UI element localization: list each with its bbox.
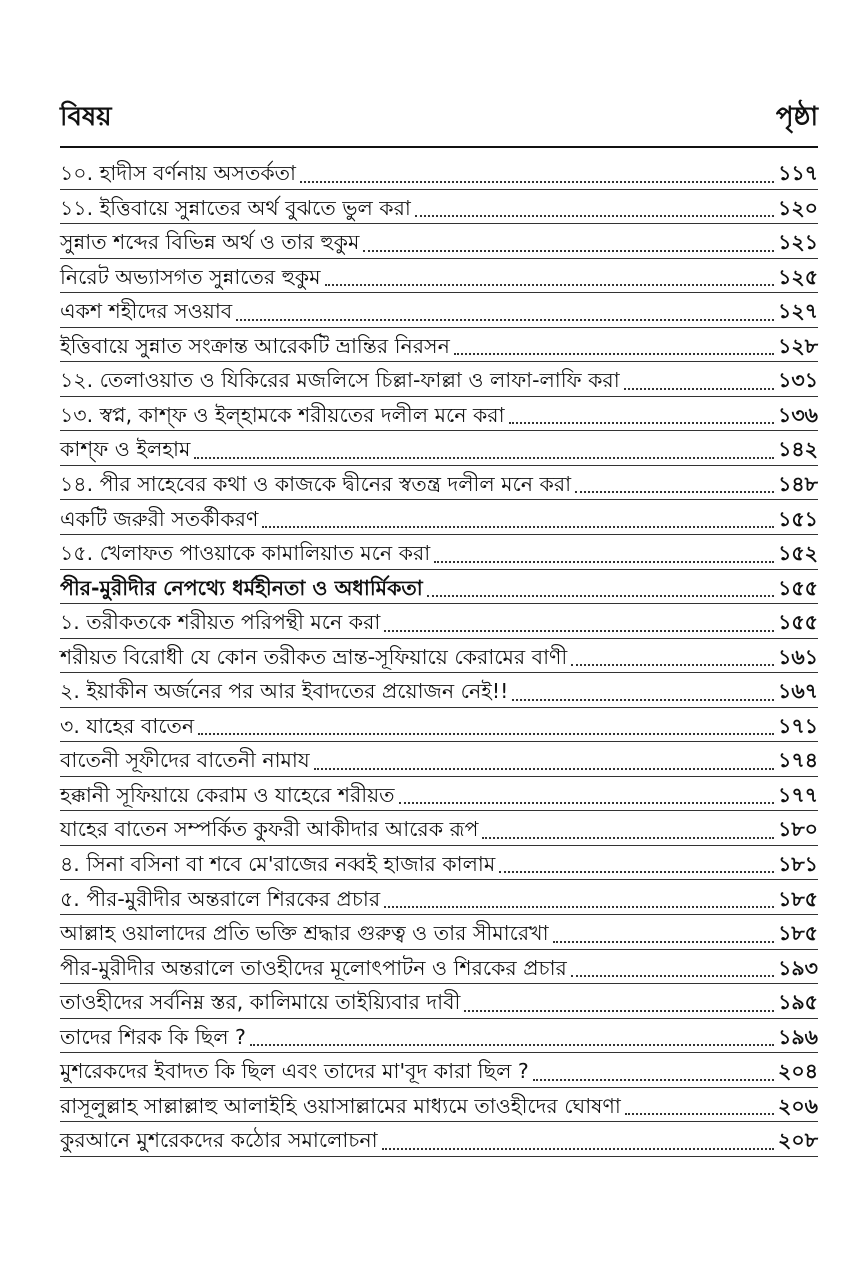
toc-entry-page: ১৩১ <box>778 368 818 393</box>
toc-entry-page: ১৭৪ <box>778 748 818 773</box>
dot-leader <box>363 249 774 252</box>
dot-leader <box>194 456 774 459</box>
toc-entry <box>60 190 818 225</box>
toc-entry <box>60 466 818 501</box>
dot-leader <box>509 421 775 424</box>
toc-entry <box>60 708 818 743</box>
dot-leader <box>427 594 774 597</box>
toc-entry <box>60 1019 818 1054</box>
toc-entry <box>60 535 818 570</box>
toc-entry <box>60 777 818 812</box>
dot-leader <box>314 767 774 770</box>
dot-leader <box>625 1112 774 1115</box>
toc-entry-title: ২. ইয়াকীন অর্জনের পর আর ইবাদতের প্রয়োজন নেই!! <box>60 679 509 704</box>
toc-entry <box>60 846 818 881</box>
dot-leader <box>575 490 774 493</box>
toc-entry-page: ১২৮ <box>778 333 818 358</box>
dot-leader <box>571 663 774 666</box>
toc-entry <box>60 431 818 466</box>
toc-entry-title: তাওহীদের সর্বনিম্ন স্তর, কালিমায়ে তাইয়্যিবার দাবী <box>60 990 461 1015</box>
dot-leader <box>533 1078 774 1081</box>
toc-entry-page: ১২১ <box>778 230 818 255</box>
toc-entry-title: নিরেট অভ্যাসগত সুন্নাতের হুকুম <box>60 264 321 289</box>
toc-header <box>60 100 818 148</box>
toc-entry-page: ২০৬ <box>778 1093 818 1118</box>
toc-entry <box>60 880 818 915</box>
toc-entry-page: ১৮৫ <box>778 921 818 946</box>
toc-entry <box>60 915 818 950</box>
dot-leader <box>464 1009 774 1012</box>
toc-entry-title: পীর-মুরীদীর নেপথ্যে ধর্মহীনতা ও অধার্মিকতা <box>60 575 423 600</box>
toc-entry <box>60 259 818 294</box>
toc-entry <box>60 1053 818 1088</box>
toc-entry <box>60 1088 818 1123</box>
toc-entry-title: যাহের বাতেন সম্পর্কিত কুফরী আকীদার আরেক রূপ <box>60 817 479 842</box>
toc-entry-title: ৩. যাহের বাতেন <box>60 713 195 738</box>
toc-entry-title: পীর-মুরীদীর অন্তরালে তাওহীদের মূলোৎপাটন ও শিরকের প্রচার <box>60 955 567 980</box>
toc-entry <box>60 500 818 535</box>
toc-entry-title: ১০. হাদীস বর্ণনায় অসতর্কতা <box>60 161 296 186</box>
toc-entry <box>60 224 818 259</box>
toc-entry-title: রাসূলুল্লাহ সাল্লাল্লাহু আলাইহি ওয়াসাল্লামের মাধ্যমে তাওহীদের ঘোষণা <box>60 1093 621 1118</box>
toc-entry-page: ১৮০ <box>778 817 818 842</box>
dot-leader <box>198 732 774 735</box>
dot-leader <box>624 387 774 390</box>
toc-entry <box>60 362 818 397</box>
toc-entry-page: ২০৪ <box>778 1059 818 1084</box>
toc-entry-page: ১৮৫ <box>778 886 818 911</box>
toc-entry <box>60 328 818 363</box>
toc-entry-page: ১৫২ <box>778 541 818 566</box>
toc-entry <box>60 811 818 846</box>
toc-entry-title: সুন্নাত শব্দের বিভিন্ন অর্থ ও তার হুকুম <box>60 230 360 255</box>
toc-entry-page: ২০৮ <box>778 1128 818 1153</box>
toc-entry <box>60 155 818 190</box>
toc-entry <box>60 950 818 985</box>
dot-leader <box>382 1147 774 1150</box>
dot-leader <box>236 318 774 321</box>
toc-entry-page: ১৫৫ <box>778 610 818 635</box>
toc-entry-title: বাতেনী সূফীদের বাতেনী নামায <box>60 748 310 773</box>
dot-leader <box>454 352 774 355</box>
toc-entry <box>60 570 818 605</box>
toc-entry-title: একশ শহীদের সওয়াব <box>60 299 233 324</box>
dot-leader <box>512 698 774 701</box>
dot-leader <box>399 801 774 804</box>
dot-leader <box>415 214 774 217</box>
toc-entry-page: ১৯৬ <box>778 1024 818 1049</box>
toc-entry-title: ইত্তিবায়ে সুন্নাত সংক্রান্ত আরেকটি ভ্রান্তির নিরসন <box>60 333 450 358</box>
toc-entry-page: ১৫১ <box>778 506 818 531</box>
table-of-contents <box>60 155 818 1157</box>
toc-entry <box>60 673 818 708</box>
toc-entry-page: ১৬৭ <box>778 679 818 704</box>
toc-entry-page: ১৪৮ <box>778 471 818 496</box>
dot-leader <box>250 1043 774 1046</box>
toc-entry-page: ১৭১ <box>778 713 818 738</box>
dot-leader <box>300 180 774 183</box>
toc-entry-title: ৫. পীর-মুরীদীর অন্তরালে শিরকের প্রচার <box>60 886 381 911</box>
dot-leader <box>499 870 774 873</box>
page-column-label: পৃষ্ঠা <box>775 102 818 132</box>
toc-entry-title: কুরআনে মুশরেকদের কঠোর সমালোচনা <box>60 1128 378 1153</box>
dot-leader <box>384 905 774 908</box>
toc-entry <box>60 293 818 328</box>
dot-leader <box>325 283 775 286</box>
toc-entry-page: ১৩৬ <box>778 402 818 427</box>
toc-entry-page: ১৮১ <box>778 851 818 876</box>
toc-entry-page: ১৪২ <box>778 437 818 462</box>
toc-entry-page: ১৬১ <box>778 644 818 669</box>
toc-entry-title: মুশরেকদের ইবাদত কি ছিল এবং তাদের মা'বূদ কারা ছিল ? <box>60 1059 529 1084</box>
toc-entry-title: ১৫. খেলাফত পাওয়াকে কামালিয়াত মনে করা <box>60 541 431 566</box>
toc-entry-title: ১৪. পীর সাহেবের কথা ও কাজকে দ্বীনের স্বতন্ত্র দলীল মনে করা <box>60 471 572 496</box>
toc-entry <box>60 604 818 639</box>
toc-entry-page: ১২০ <box>778 195 818 220</box>
toc-entry <box>60 639 818 674</box>
toc-entry-title: আল্লাহ ওয়ালাদের প্রতি ভক্তি শ্রদ্ধার গুরুত্ব ও তার সীমারেখা <box>60 921 549 946</box>
toc-entry-page: ১২৫ <box>778 264 818 289</box>
toc-entry-page: ১১৭ <box>778 161 818 186</box>
dot-leader <box>262 525 774 528</box>
toc-entry-title: ১. তরীকতকে শরীয়ত পরিপন্থী মনে করা <box>60 610 381 635</box>
toc-entry-page: ১৯৫ <box>778 990 818 1015</box>
toc-entry-title: ৪. সিনা বসিনা বা শবে মে'রাজের নব্বই হাজার কালাম <box>60 851 496 876</box>
dot-leader <box>571 974 774 977</box>
dot-leader <box>434 560 774 563</box>
toc-entry-title: ১৩. স্বপ্ন, কাশ্‌ফ ও ইল্‌হামকে শরীয়তের দলীল মনে করা <box>60 402 505 427</box>
toc-entry-title: কাশ্‌ফ ও ইলহাম <box>60 437 191 462</box>
toc-entry-title: ১১. ইত্তিবায়ে সুন্নাতের অর্থ বুঝতে ভুল করা <box>60 195 411 220</box>
dot-leader <box>482 836 774 839</box>
toc-entry-page: ১৫৫ <box>778 575 818 600</box>
dot-leader <box>553 940 775 943</box>
toc-entry-title: শরীয়ত বিরোধী যে কোন তরীকত ভ্রান্ত-সূফিয়ায়ে কেরামের বাণী <box>60 644 568 669</box>
toc-entry <box>60 1122 818 1157</box>
toc-entry-page: ১৯৩ <box>778 955 818 980</box>
toc-entry-title: তাদের শিরক কি ছিল ? <box>60 1024 246 1049</box>
dot-leader <box>384 629 774 632</box>
toc-entry-page: ১২৭ <box>778 299 818 324</box>
toc-entry-title: একটি জরুরী সতর্কীকরণ <box>60 506 259 531</box>
subject-column-label: বিষয় <box>60 102 112 132</box>
toc-entry-title: ১২. তেলাওয়াত ও যিকিরের মজলিসে চিল্লা-ফাল্লা ও লাফা-লাফি করা <box>60 368 620 393</box>
toc-entry-title: হক্কানী সূফিয়ায়ে কেরাম ও যাহেরে শরীয়ত <box>60 782 395 807</box>
toc-entry <box>60 397 818 432</box>
toc-entry <box>60 984 818 1019</box>
toc-entry-page: ১৭৭ <box>778 782 818 807</box>
toc-entry <box>60 742 818 777</box>
